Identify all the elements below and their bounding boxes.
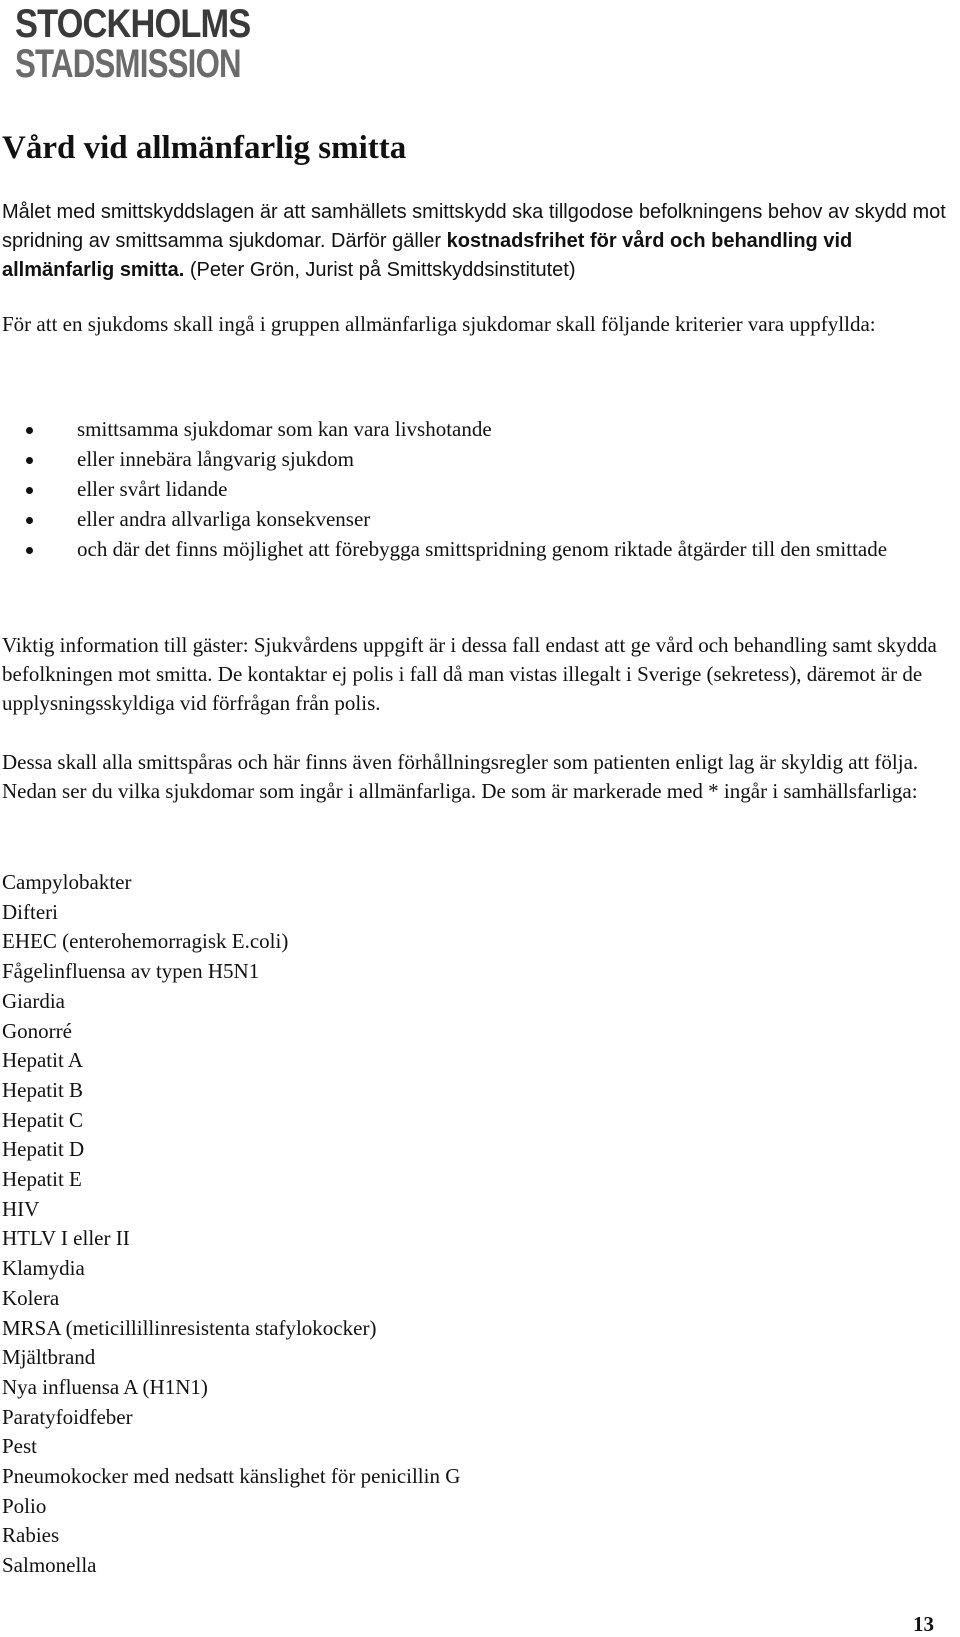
page-title: Vård vid allmänfarlig smitta [2,130,407,166]
criteria-list [0,414,960,564]
disease-item: Nya influensa A (H1N1) [2,1374,208,1399]
disease-item: Pest [2,1434,38,1459]
disease-item: Hepatit A [2,1048,84,1073]
disease-item: Fågelinfluensa av typen H5N1 [2,959,260,984]
intro-emphasis: kostnadsfrihet för vård och behandling vid allmänfarlig smitta. [2,230,853,281]
logo-text-line-2: STADSMISSION [15,42,241,86]
disease-item: Hepatit C [2,1107,84,1132]
bullet-icon [26,457,33,464]
criteria-item-text: eller innebära långvarig sjukdom [77,447,354,471]
disease-item: Klamydia [2,1256,85,1281]
disease-item: Polio [2,1493,47,1518]
criteria-item-text: smittsamma sjukdomar som kan vara livshotande [77,417,492,441]
stadsmission-logo [15,4,275,86]
disease-item: HIV [2,1196,40,1221]
criteria-item-text: och där det finns möjlighet att förebygga smittspridning genom riktade åtgärder till den smittade [77,537,888,561]
disease-item: Giardia [2,988,65,1013]
criteria-item [0,504,960,534]
disease-item: Hepatit E [2,1167,82,1192]
disease-list [2,868,460,1581]
criteria-item [0,414,960,444]
disease-item: Gonorré [2,1018,72,1043]
criteria-item-text: eller svårt lidande [77,477,228,501]
disease-item: HTLV I eller II [2,1226,130,1251]
criteria-item [0,444,960,474]
disease-item: Pneumokocker med nedsatt känslighet för penicillin G [2,1464,461,1489]
tracing-info-paragraph: Dessa skall alla smittspåras och här finns även förhållningsregler som patienten enligt lag är skyldig att följa. Nedan ser du vilka sjukdomar som ingår i allmänfarliga. De som är markerade med * ingår i samhällsfarliga: [2,750,919,803]
disease-item: Mjältbrand [2,1345,96,1370]
disease-item: Hepatit B [2,1077,84,1102]
disease-item: Difteri [2,899,58,924]
disease-item: Hepatit D [2,1137,85,1162]
criteria-intro-paragraph: För att en sjukdoms skall ingå i gruppen allmänfarliga sjukdomar skall följande kriterier vara uppfyllda: [2,312,876,336]
logo-text-line-1: STOCKHOLMS [15,2,251,46]
intro-text: Målet med smittskyddslagen är att samhällets smittskydd ska tillgodose befolkningens behov av skydd mot spridning av smittsamma sjukdomar. Därför gäller [2,201,946,252]
bullet-icon [26,427,33,434]
disease-item: Salmonella [2,1553,97,1578]
disease-item: MRSA (meticillillinresistenta stafylokocker) [2,1315,377,1340]
bullet-icon [26,517,33,524]
disease-item: Paratyfoidfeber [2,1404,133,1429]
criteria-item [0,534,960,564]
guest-info-paragraph: Viktig information till gäster: Sjukvårdens uppgift är i dessa fall endast att ge vård och behandling samt skydda befolkningen mot smitta. De kontaktar ej polis i fall då man vistas illegalt i Sverige (sekretess), däremot är de upplysningsskyldiga vid förfrågan från polis. [2,633,937,715]
criteria-item [0,474,960,504]
bullet-icon [26,487,33,494]
page-number: 13 [913,1612,934,1636]
disease-item: EHEC (enterohemorragisk E.coli) [2,929,289,954]
criteria-item-text: eller andra allvarliga konsekvenser [77,507,371,531]
disease-item: Rabies [2,1523,60,1548]
intro-source: (Peter Grön, Jurist på Smittskyddsinstitutet) [184,259,576,281]
disease-item: Kolera [2,1285,60,1310]
disease-item: Campylobakter [2,870,132,894]
bullet-icon [26,547,33,554]
intro-paragraph [2,198,957,285]
